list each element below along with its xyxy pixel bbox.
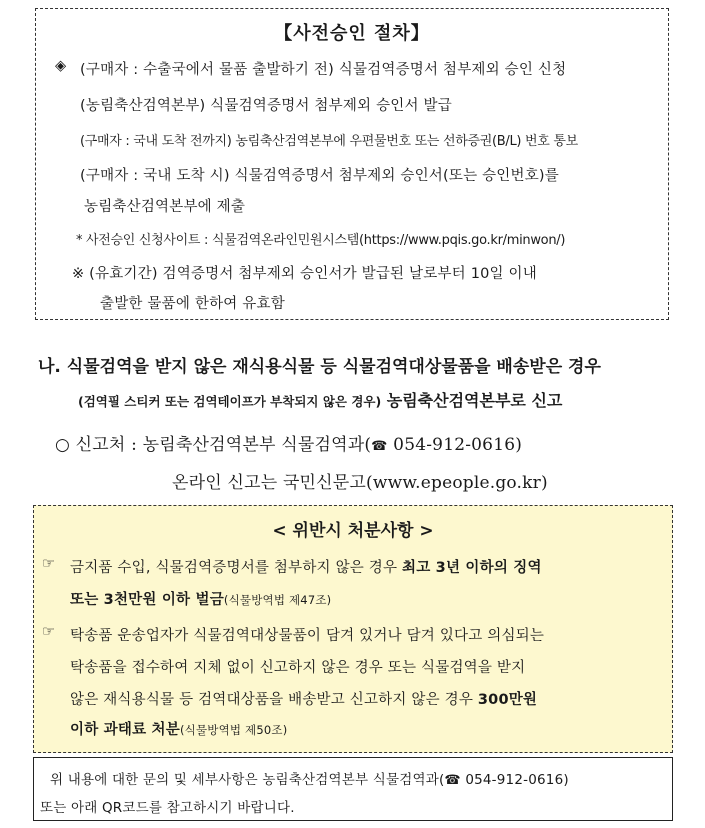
sticker-condition: (검역필 스티커 또는 검역테이프가 부착되지 않은 경우) — [78, 394, 382, 409]
step-4-cont: 농림축산검역본부에 제출 — [84, 199, 246, 215]
penalty-2-law: (식물방역법 제50조) — [179, 723, 288, 737]
penalty-1-law: (식물방역법 제47조) — [223, 593, 332, 607]
penalty-1-line2 — [70, 588, 331, 609]
contact-line1 — [50, 768, 569, 788]
step-3: (구매자 : 국내 도착 전까지) 농림축산검역본부에 우편물번호 또는 선하증권(B/L) 번호 통보 — [80, 134, 578, 149]
penalty-1-line1 — [70, 556, 542, 577]
report-to: 농림축산검역본부로 신고 — [381, 391, 563, 410]
pointing-hand-icon: ☞ — [42, 624, 56, 640]
contact-line2: 또는 아래 QR코드를 참고하시기 바랍니다. — [40, 800, 295, 816]
penalty-1-bold: 최고 3년 이하의 징역 — [402, 560, 542, 576]
step-2: (농림축산검역본부) 식물검역증명서 첨부제외 승인서 발급 — [80, 98, 452, 114]
validity-note: ※ (유효기간) 검역증명서 첨부제외 승인서가 발급된 날로부터 10일 이내 — [72, 266, 537, 282]
penalty-2-fine: 이하 과태료 처분 — [70, 722, 180, 738]
pointing-hand-icon: ☞ — [42, 556, 56, 572]
application-site-note: * 사전승인 신청사이트 : 식물검역온라인민원시스템(https://www.pqis.go.kr/minwon/) — [76, 233, 566, 248]
step-1: (구매자 : 수출국에서 물품 출발하기 전) 식물검역증명서 첨부제외 승인 신청 — [80, 62, 567, 78]
validity-note-cont: 출발한 물품에 한하여 유효함 — [100, 296, 285, 312]
report-phone: 054-912-0616) — [387, 435, 523, 455]
report-office — [55, 430, 522, 455]
section-na-subheading — [78, 388, 562, 411]
penalty-1-fine: 또는 3천만원 이하 벌금 — [70, 592, 224, 608]
diamond-icon: ◈ — [55, 58, 67, 74]
penalty-2-line3 — [70, 688, 537, 709]
contact-phone: 054-912-0616) — [460, 772, 569, 788]
contact-text: 위 내용에 대한 문의 및 세부사항은 농림축산검역본부 식물검역과( — [50, 772, 445, 788]
penalty-1-text: 금지품 수입, 식물검역증명서를 첨부하지 않은 경우 — [70, 560, 403, 576]
penalty-2-line2: 탁송품을 접수하여 지체 없이 신고하지 않은 경우 또는 식물검역을 받지 — [70, 660, 526, 676]
step-4: (구매자 : 국내 도착 시) 식물검역증명서 첨부제외 승인서(또는 승인번호)를 — [80, 168, 559, 184]
penalty-2-bold: 300만원 — [477, 692, 538, 708]
section-na-heading: 나. 식물검역을 받지 않은 재식용식물 등 식물검역대상물품을 배송받은 경우 — [38, 357, 601, 377]
report-office-label: ○ 신고처 : 농림축산검역본부 식물검역과( — [55, 435, 372, 455]
penalty-2-line1: 탁송품 운송업자가 식물검역대상물품이 담겨 있거나 담겨 있다고 의심되는 — [70, 628, 545, 644]
phone-icon: ☎ — [371, 439, 388, 454]
prior-approval-title: 【사전승인 절차】 — [274, 23, 430, 44]
penalty-2-line4 — [70, 718, 287, 739]
phone-icon: ☎ — [444, 773, 461, 788]
penalty-2-text: 않은 재식용식물 등 검역대상품을 배송받고 신고하지 않은 경우 — [70, 692, 478, 708]
penalty-title: < 위반시 처분사항 > — [272, 521, 434, 541]
online-report: 온라인 신고는 국민신문고(www.epeople.go.kr) — [172, 473, 548, 493]
